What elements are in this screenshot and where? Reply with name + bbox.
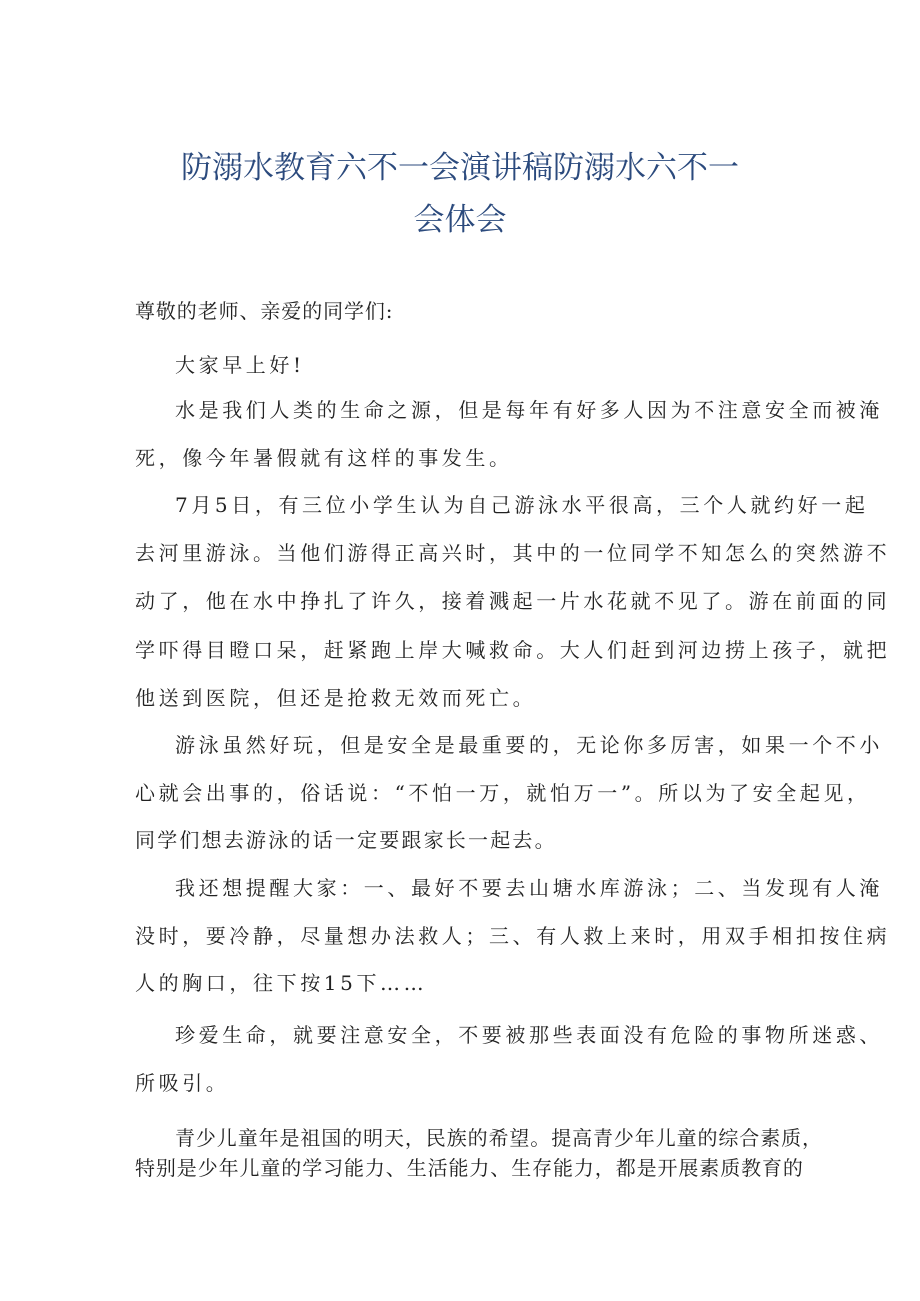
paragraph-1-line-2: 死，像今年暑假就有这样的事发生。 [135, 446, 513, 470]
paragraph-2-line-4: 学吓得目瞪口呆，赶紧跑上岸大喊救命。大人们赶到河边捞上孩子，就把 [135, 638, 891, 662]
paragraph-5-line-1: 珍爱生命，就要注意安全，不要被那些表面没有危险的事物所迷惑、 [175, 1023, 883, 1047]
document-title-line-1: 防溺水教育六不一会演讲稿防溺水六不一 [181, 150, 739, 186]
paragraph-6-line-2: 特别是少年儿童的学习能力、生活能力、生存能力，都是开展素质教育的 [135, 1156, 804, 1180]
paragraph-2-line-5: 他送到医院，但还是抢救无效而死亡。 [135, 686, 537, 710]
paragraph-4-line-2: 没时，要冷静，尽量想办法救人；三、有人救上来时，用双手相扣按住病 [135, 924, 891, 948]
paragraph-3-line-1: 游泳虽然好玩，但是安全是最重要的，无论你多厉害，如果一个不小 [175, 733, 883, 757]
paragraph-3-line-2: 心就会出事的，俗话说：“不怕一万，就怕万一”。所以为了安全起见， [135, 781, 871, 805]
paragraph-4-line-1: 我还想提醒大家：一、最好不要去山塘水库游泳；二、当发现有人淹 [175, 876, 883, 900]
paragraph-2-line-1: 7月5日，有三位小学生认为自己游泳水平很高，三个人就约好一起 [175, 493, 869, 517]
paragraph-2-line-3: 动了，他在水中挣扎了许久，接着溅起一片水花就不见了。游在前面的同 [135, 589, 891, 613]
paragraph-6-line-1: 青少儿童年是祖国的明天，民族的希望。提高青少年儿童的综合素质， [175, 1126, 823, 1150]
paragraph-4-line-3: 人的胸口，往下按15下…… [135, 971, 428, 995]
salutation: 尊敬的老师、亲爱的同学们: [135, 299, 394, 323]
paragraph-5-line-2: 所吸引。 [135, 1071, 230, 1095]
paragraph-3-line-3: 同学们想去游泳的话一定要跟家长一起去。 [135, 828, 557, 852]
paragraph-2-line-2: 去河里游泳。当他们游得正高兴时，其中的一位同学不知怎么的突然游不 [135, 541, 891, 565]
greeting: 大家早上好! [175, 353, 305, 377]
document-title-line-2: 会体会 [413, 202, 507, 238]
paragraph-1-line-1: 水是我们人类的生命之源，但是每年有好多人因为不注意安全而被淹 [175, 398, 883, 422]
